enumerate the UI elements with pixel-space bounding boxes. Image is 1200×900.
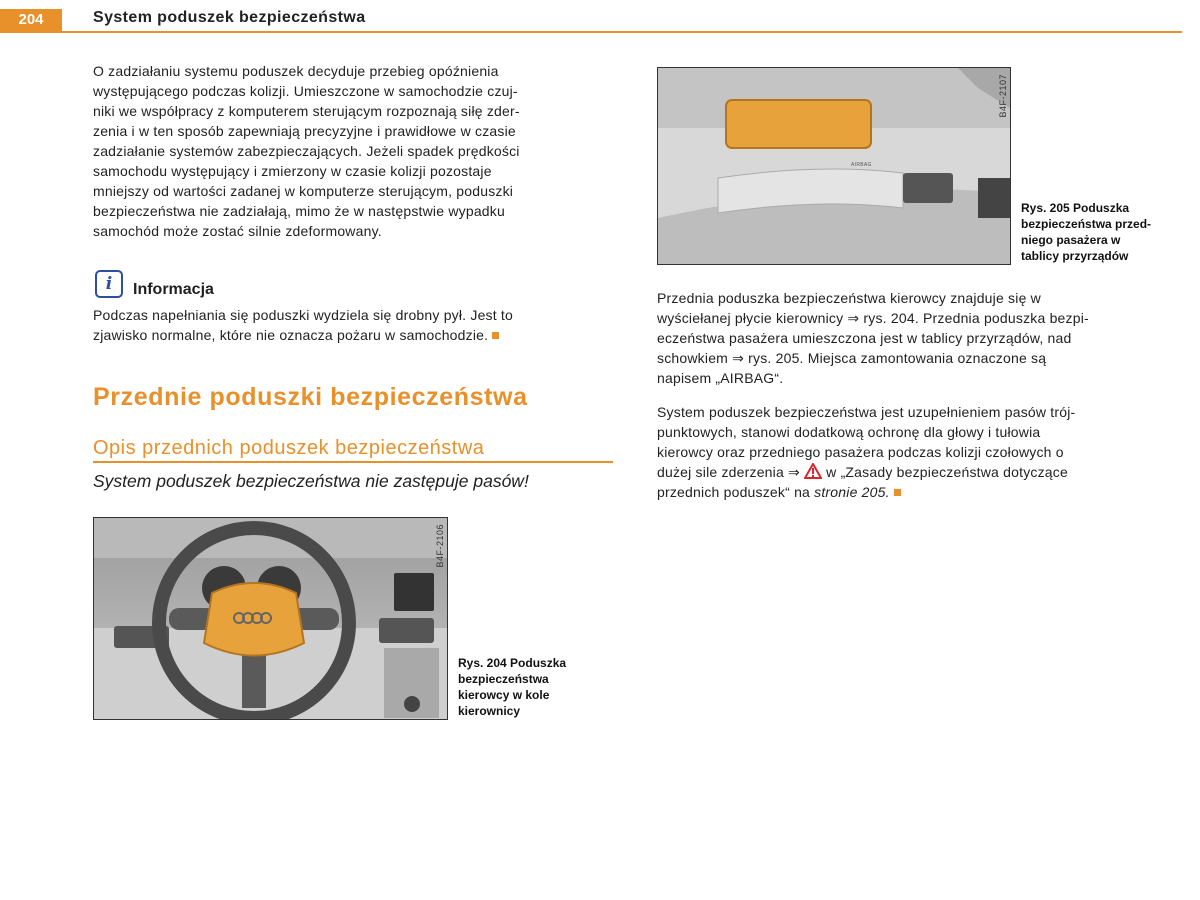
intro-line: niki we współpracy z komputerem sterującym rozpoznają siłę zder- — [93, 103, 520, 119]
paragraph-line: System poduszek bezpieczeństwa jest uzupełnieniem pasów trój- — [657, 404, 1076, 420]
page-number: 204 — [0, 9, 62, 31]
caption-line: tablicy przyrządów — [1021, 249, 1129, 263]
end-mark — [894, 489, 901, 496]
page-reference-link[interactable]: stronie 205. — [814, 484, 890, 500]
subsection-rule — [93, 461, 613, 463]
intro-line: zenia i w ten sposób zapewniają precyzyjne i prawidłowe w czasie — [93, 123, 516, 139]
paragraph-line: napisem „AIRBAG“. — [657, 370, 784, 386]
figure-caption — [1021, 200, 1151, 264]
intro-line: O zadziałaniu systemu poduszek decyduje przebieg opóźnienia — [93, 63, 499, 79]
info-line: zjawisko normalne, które nie oznacza pożaru w samochodzie. — [93, 326, 499, 346]
caption-line: Rys. 204 Poduszka — [458, 656, 567, 670]
paragraph-line: punktowych, stanowi dodatkową ochronę dla głowy i tułowia — [657, 424, 1041, 440]
dashboard-illustration — [658, 68, 1010, 264]
paragraph-line: eczeństwa pasażera umieszczona jest w tablicy przyrządów, nad — [657, 330, 1072, 346]
intro-line: zadziałanie systemów zabezpieczających. Jeżeli spadek prędkości — [93, 143, 520, 159]
caption-line: niego pasażera w — [1021, 233, 1121, 247]
figure-caption — [458, 655, 566, 719]
info-icon: i — [95, 270, 123, 298]
intro-line: bezpieczeństwa nie zadziałają, mimo że w następstwie wypadku — [93, 203, 505, 219]
intro-line: mniejszy od wartości zadanej w komputerze sterującym, poduszki — [93, 183, 514, 199]
figure-code: B4F-2107 — [998, 74, 1008, 118]
paragraph-line: przednich poduszek“ na stronie 205. — [657, 483, 901, 503]
caption-line: bezpieczeństwa przed- — [1021, 217, 1152, 231]
info-title: Informacja — [133, 281, 214, 298]
caption-line: Rys. 205 Poduszka — [1021, 201, 1130, 215]
paragraph-line: wyściełanej płycie kierownicy ⇒ rys. 204. Przednia poduszka bezpi- — [657, 310, 1089, 326]
intro-line: samochód może zostać silnie zdeformowany. — [93, 223, 382, 239]
section-title: Przednie poduszki bezpieczeństwa — [93, 383, 528, 411]
header-rule — [0, 31, 1182, 33]
paragraph-line: kierowcy oraz przedniego pasażera podczas kolizji czołowych o — [657, 444, 1064, 460]
paragraph-line: schowkiem ⇒ rys. 205. Miejsca zamontowania oznaczone są — [657, 350, 1047, 366]
end-mark — [492, 332, 499, 339]
figure-code: B4F-2106 — [435, 524, 445, 568]
figure-steering-wheel — [93, 517, 448, 720]
paragraph-line: Przednia poduszka bezpieczeństwa kierowcy znajduje się w — [657, 290, 1041, 306]
airbag-marking: AIRBAG — [851, 162, 872, 168]
subsection-title: Opis przednich poduszek bezpieczeństwa — [93, 437, 485, 459]
info-line: Podczas napełniania się poduszki wydziela się drobny pył. Jest to — [93, 307, 514, 323]
intro-line: występującego podczas kolizji. Umieszczone w samochodzie czuj- — [93, 83, 518, 99]
intro-line: samochodu występujący i zmierzony w czasie kolizji pozostaje — [93, 163, 492, 179]
running-title: System poduszek bezpieczeństwa — [93, 9, 366, 26]
figure-passenger-airbag — [657, 67, 1011, 265]
caption-line: kierownicy — [458, 704, 521, 718]
warning-icon[interactable] — [804, 463, 822, 479]
section-subtitle: System poduszek bezpieczeństwa nie zastępuje pasów! — [93, 471, 529, 491]
caption-line: bezpieczeństwa — [458, 672, 549, 686]
caption-line: kierowcy w kole — [458, 688, 550, 702]
page-header — [0, 0, 1200, 34]
steering-wheel-illustration — [94, 518, 447, 719]
paragraph-line: dużej sile zderzenia ⇒ w „Zasady bezpieczeństwa dotyczące — [657, 464, 1068, 480]
